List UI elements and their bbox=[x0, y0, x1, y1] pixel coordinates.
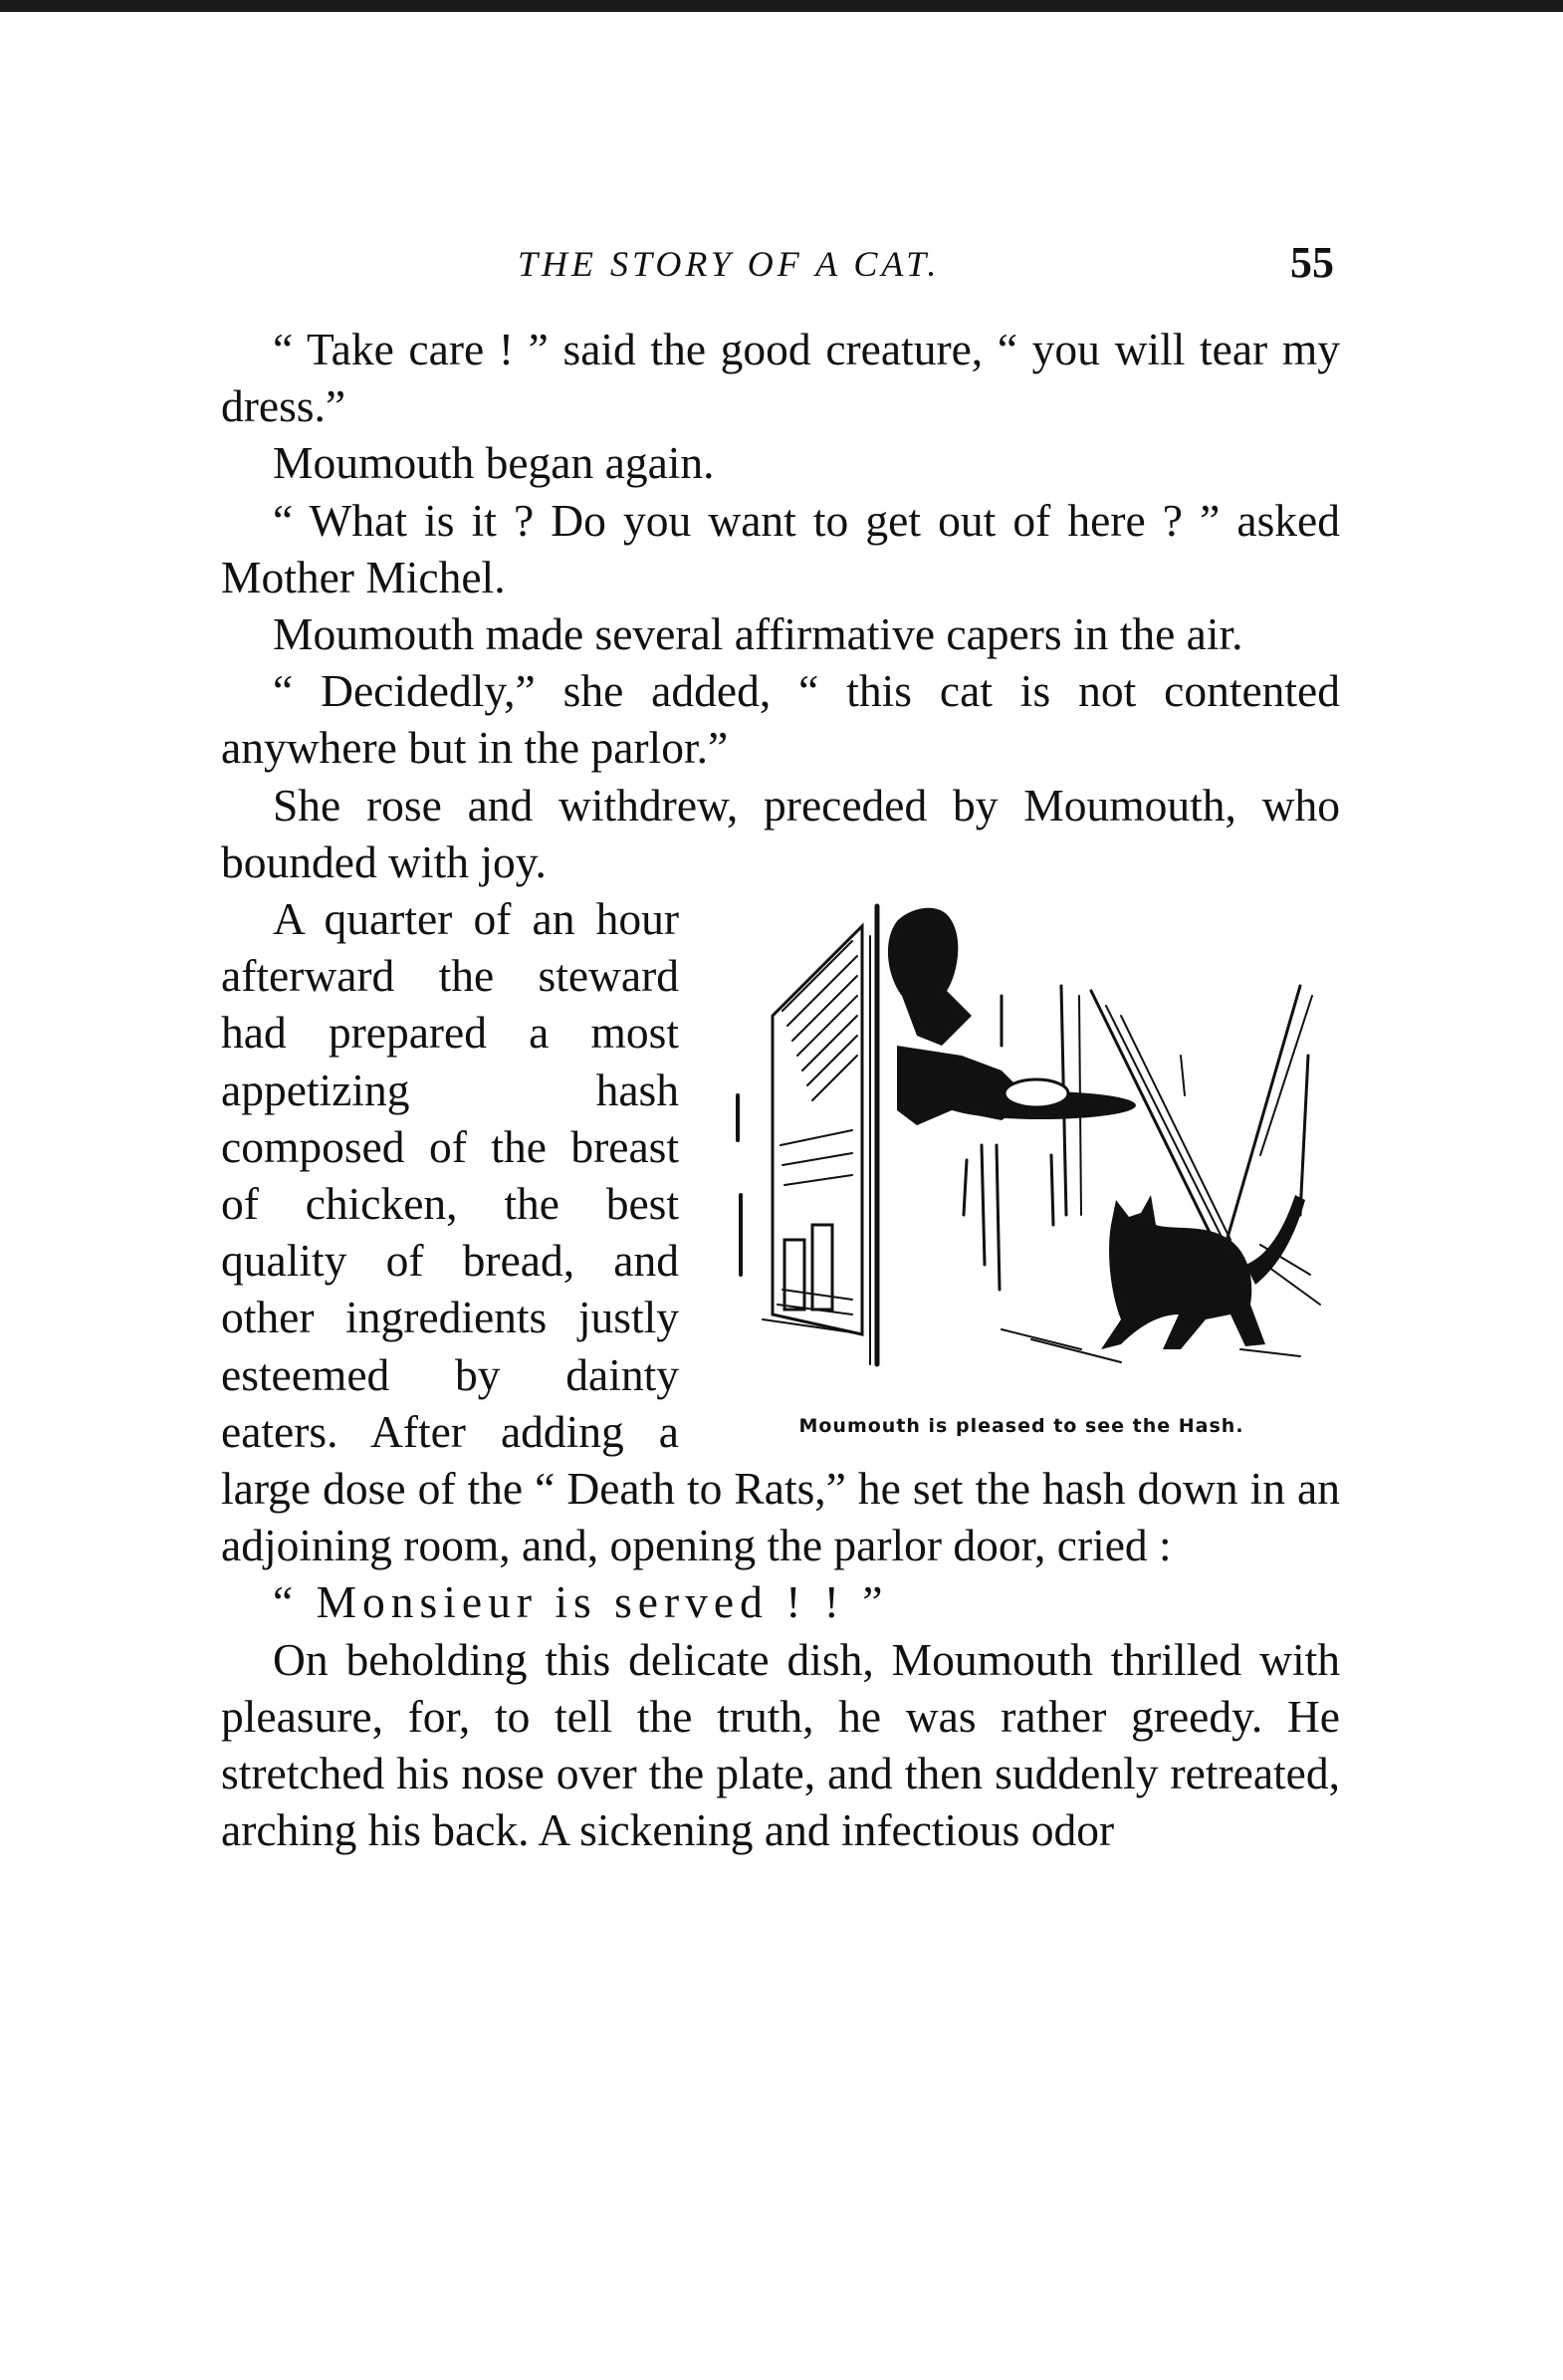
paragraph: A quarter of an hour afterward the steward had prepared a most appetizing hash composed of the breast of chicken, the best quality of bread, and other ingredients justly esteemed by dainty eaters. After adding a large dose of the “ Death to Rats,” he set the hash down in an adjoining room, and, opening the parlor door, cried : bbox=[221, 893, 1340, 1571]
paragraph: “ Decidedly,” she added, “ this cat is not contented anywhere but in the parlor.” bbox=[221, 665, 1340, 774]
paragraph: Moumouth began again. bbox=[273, 437, 715, 489]
body-text bbox=[221, 321, 1340, 1858]
figure bbox=[703, 896, 1340, 1455]
page-header bbox=[518, 237, 1334, 297]
paragraph: “ What is it ? Do you want to get out of here ? ” asked Mother Michel. bbox=[221, 494, 1340, 602]
paragraph: “ Take care ! ” said the good creature, “ you will tear my dress.” bbox=[221, 324, 1340, 432]
cat-and-hash-illustration bbox=[703, 896, 1340, 1394]
illustrated-passage bbox=[221, 890, 1340, 1858]
paragraph: On beholding this delicate dish, Moumouth thrilled with pleasure, for, to tell the truth, he was rather greedy. He stretched his nose over the plate, and then suddenly retreated, arching his back. A sickening and infectious odor bbox=[221, 1633, 1340, 1856]
paragraph: Moumouth made several affirmative capers in the air. bbox=[273, 608, 1243, 660]
page-top-border bbox=[0, 0, 1563, 12]
page-number: 55 bbox=[1290, 238, 1334, 287]
paragraph: She rose and withdrew, preceded by Moumouth, who bounded with joy. bbox=[221, 779, 1340, 887]
paragraph: “ Monsieur is served ! ! ” bbox=[273, 1576, 889, 1628]
figure-caption: Moumouth is pleased to see the Hash. bbox=[798, 1415, 1244, 1438]
running-head: THE STORY OF A CAT. bbox=[518, 244, 941, 284]
